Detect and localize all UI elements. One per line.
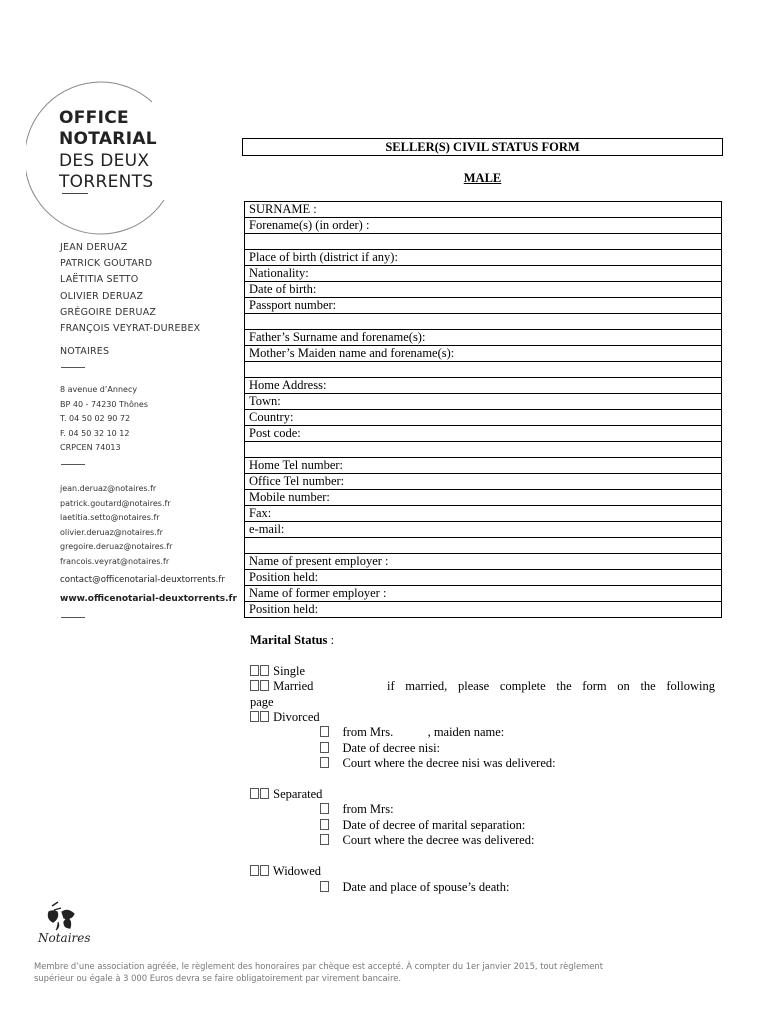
form-field-label[interactable]: Position held: (245, 570, 722, 586)
email-link[interactable]: jean.deruaz@notaires.fr (60, 484, 157, 493)
phone-line: T. 04 50 02 90 72 (60, 414, 131, 424)
form-field-label[interactable]: Father’s Surname and forename(s): (245, 330, 722, 346)
notary-name: GRÉGOIRE DERUAZ (60, 306, 157, 318)
sidebar-divider (61, 464, 85, 465)
form-row (245, 202, 722, 218)
form-field-label[interactable]: Country: (245, 410, 722, 426)
address-line: BP 40 - 74230 Thônes (60, 399, 149, 409)
email-link[interactable]: laetitia.setto@notaires.fr (60, 513, 160, 523)
form-row (245, 506, 722, 522)
form-field-label[interactable]: Nationality: (245, 266, 722, 282)
checkbox-icon[interactable] (320, 834, 329, 845)
form-field-label[interactable]: Mother’s Maiden name and forename(s): (245, 346, 722, 362)
checkbox-icon[interactable] (320, 757, 329, 768)
form-blank-cell[interactable] (245, 442, 722, 458)
logo-divider (62, 193, 88, 194)
form-blank-cell[interactable] (245, 234, 722, 250)
checkbox-icon[interactable] (250, 865, 259, 876)
sidebar-divider (61, 367, 85, 368)
checkbox-icon[interactable] (260, 711, 269, 722)
form-blank-cell[interactable] (245, 538, 722, 554)
form-row (245, 330, 722, 346)
checkbox-icon[interactable] (250, 665, 259, 676)
form-field-label[interactable]: e-mail: (245, 522, 722, 538)
separated-option[interactable]: Separated (250, 787, 322, 802)
notaries-role: NOTAIRES (60, 346, 110, 357)
form-field-label[interactable]: Town: (245, 394, 722, 410)
notaries-list (60, 240, 200, 337)
notary-name: OLIVIER DERUAZ (60, 290, 144, 302)
checkbox-icon[interactable] (260, 665, 269, 676)
widowed-detail[interactable]: Date and place of spouse’s death: (320, 880, 509, 895)
form-field-label[interactable]: Name of present employer : (245, 554, 722, 570)
fax-line: F. 04 50 32 10 12 (60, 428, 130, 438)
form-row (245, 378, 722, 394)
form-field-label[interactable]: Post code: (245, 426, 722, 442)
single-option[interactable]: Single (250, 664, 305, 679)
notary-name: LAËTITIA SETTO (60, 274, 139, 286)
marital-status-heading: Marital Status : (250, 633, 335, 647)
checkbox-icon[interactable] (320, 742, 329, 753)
form-field-label[interactable]: Place of birth (district if any): (245, 250, 722, 266)
footer-line: supérieur ou égale à 3 000 Euros devra se faire obligatoirement par virement bancaire. (34, 973, 402, 983)
logo-line-1: OFFICE (59, 108, 129, 128)
form-row (245, 282, 722, 298)
form-row (245, 490, 722, 506)
contact-email-link[interactable]: contact@officenotarial-deuxtorrents.fr (60, 575, 225, 585)
divorced-option[interactable]: Divorced (250, 710, 320, 725)
website-link[interactable]: www.officenotarial-deuxtorrents.fr (60, 594, 237, 604)
crpcen-line: CRPCEN 74013 (60, 443, 121, 453)
form-row (245, 346, 722, 362)
separated-detail[interactable]: Date of decree of marital separation: (320, 818, 525, 833)
logo-line-2: NOTARIAL (59, 129, 157, 149)
form-row (245, 474, 722, 490)
form-field-label[interactable]: SURNAME : (245, 202, 722, 218)
form-field-label[interactable]: Name of former employer : (245, 586, 722, 602)
widowed-option[interactable]: Widowed (250, 864, 321, 879)
form-row (245, 570, 722, 586)
form-blank-cell[interactable] (245, 362, 722, 378)
form-row (245, 522, 722, 538)
logo-line-3: DES DEUX (59, 151, 150, 171)
form-row-blank (245, 362, 722, 378)
checkbox-icon[interactable] (260, 680, 269, 691)
civil-status-table (244, 201, 722, 618)
married-note: if married, please complete the form on the following (387, 679, 715, 693)
checkbox-icon[interactable] (250, 680, 259, 691)
notary-name: PATRICK GOUTARD (60, 258, 153, 270)
checkbox-icon[interactable] (250, 711, 259, 722)
email-link[interactable]: francois.veyrat@notaires.fr (60, 556, 170, 566)
notary-emails (60, 482, 172, 570)
divorced-detail[interactable]: from Mrs. , maiden name: (320, 725, 504, 740)
checkbox-icon[interactable] (320, 819, 329, 830)
form-row (245, 426, 722, 442)
form-blank-cell[interactable] (245, 314, 722, 330)
form-row (245, 458, 722, 474)
email-link[interactable]: patrick.goutard@notaires.fr (60, 498, 171, 508)
divorced-detail[interactable]: Date of decree nisi: (320, 741, 440, 756)
form-title: SELLER(S) CIVIL STATUS FORM (242, 138, 723, 156)
form-field-label[interactable]: Fax: (245, 506, 722, 522)
checkbox-icon[interactable] (250, 788, 259, 799)
form-row (245, 298, 722, 314)
form-row-blank (245, 314, 722, 330)
form-row-blank (245, 442, 722, 458)
notary-name: JEAN DERUAZ (60, 242, 128, 253)
notaires-brand-word: Notaires (38, 931, 91, 945)
separated-detail[interactable]: Court where the decree was delivered: (320, 833, 534, 848)
address-line: 8 avenue d’Annecy (60, 385, 138, 394)
form-field-label[interactable]: Forename(s) (in order) : (245, 218, 722, 234)
form-field-label[interactable]: Office Tel number: (245, 474, 722, 490)
checkbox-icon[interactable] (260, 788, 269, 799)
form-field-label[interactable]: Date of birth: (245, 282, 722, 298)
notary-name: FRANÇOIS VEYRAT-DUREBEX (60, 323, 201, 335)
form-field-label[interactable]: Mobile number: (245, 490, 722, 506)
sidebar-divider (61, 617, 85, 618)
form-field-label[interactable]: Home Address: (245, 378, 722, 394)
form-row (245, 266, 722, 282)
married-note-continued: page (250, 695, 274, 709)
email-link[interactable]: gregoire.deruaz@notaires.fr (60, 542, 173, 552)
form-row (245, 394, 722, 410)
form-row-blank (245, 234, 722, 250)
office-address (60, 383, 148, 456)
form-field-label[interactable]: Home Tel number: (245, 458, 722, 474)
form-row (245, 410, 722, 426)
form-row (245, 554, 722, 570)
checkbox-icon[interactable] (320, 881, 329, 892)
form-field-label[interactable]: Passport number: (245, 298, 722, 314)
form-row (245, 602, 722, 618)
footer-line: Membre d’une association agréée, le règlement des honoraires par chèque est accepté. À compter du 1er janvier 2015, tout règlement (34, 961, 604, 971)
logo-line-4: TORRENTS (59, 172, 154, 192)
form-row (245, 586, 722, 602)
checkbox-icon[interactable] (260, 865, 269, 876)
married-option[interactable]: Married (250, 679, 313, 694)
form-row (245, 218, 722, 234)
form-field-label[interactable]: Position held: (245, 602, 722, 618)
divorced-detail[interactable]: Court where the decree nisi was delivered: (320, 756, 556, 771)
form-subtitle: MALE (463, 171, 502, 185)
separated-detail[interactable]: from Mrs: (320, 802, 394, 817)
footer-legal-notice (34, 960, 734, 984)
email-link[interactable]: olivier.deruaz@notaires.fr (60, 527, 163, 537)
form-row (245, 250, 722, 266)
form-row-blank (245, 538, 722, 554)
checkbox-icon[interactable] (320, 726, 329, 737)
checkbox-icon[interactable] (320, 803, 329, 814)
